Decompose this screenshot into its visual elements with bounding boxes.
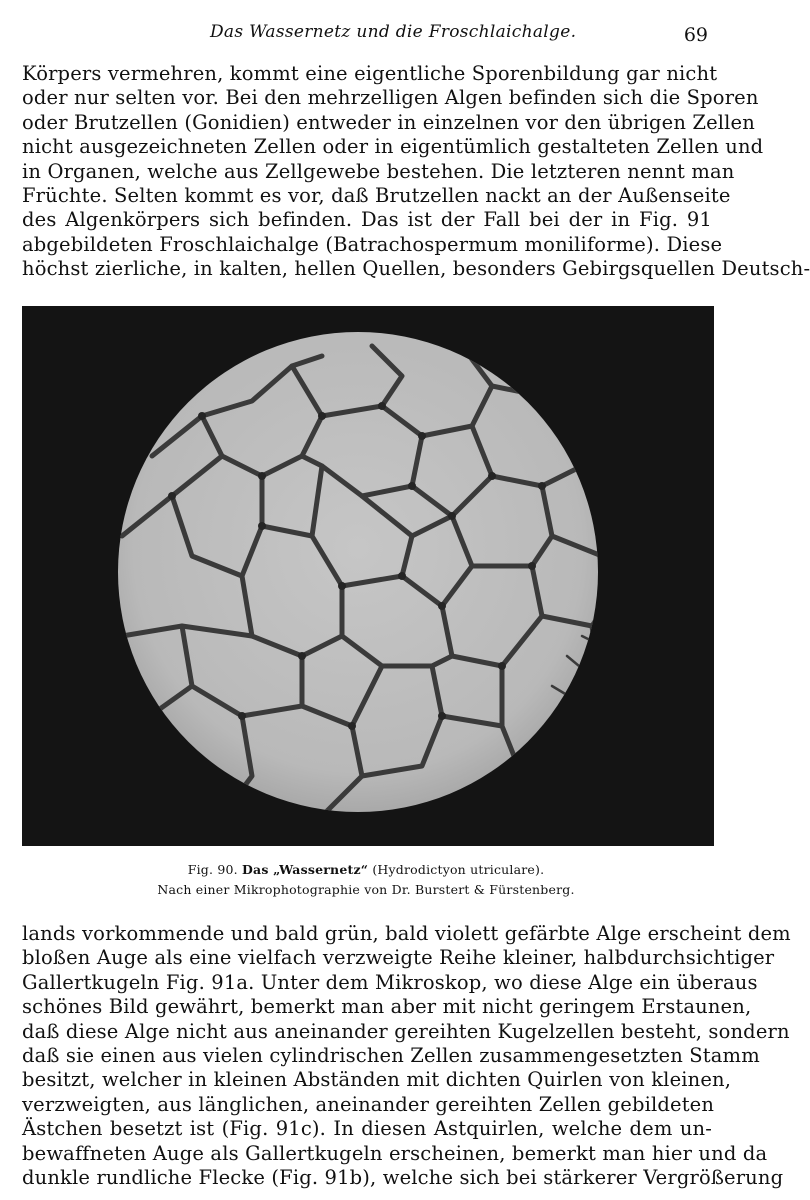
text-line: dunkle rundliche Flecke (Fig. 91b), welche sich bei stärkerer Vergrößerung	[22, 1166, 784, 1190]
running-title: Das Wassernetz und die Froschlaichalge.	[210, 22, 577, 42]
paragraph-top	[22, 62, 810, 282]
text-line: verzweigten, aus länglichen, aneinander gereihten Zellen gebildeten	[22, 1092, 715, 1116]
text-line: oder Brutzellen (Gonidien) entweder in einzelnen vor den übrigen Zellen	[22, 110, 755, 134]
text-line: oder nur selten vor. Bei den mehrzelligen Algen befinden sich die Sporen	[22, 86, 759, 110]
figure-micrograph	[22, 306, 714, 846]
figure-caption	[0, 862, 732, 877]
caption-species: (Hydrodictyon utriculare).	[372, 862, 545, 877]
figure-credit: Nach einer Mikrophotographie von Dr. Burstert & Fürstenberg.	[157, 882, 575, 897]
text-line: besitzt, welcher in kleinen Abständen mit dichten Quirlen von kleinen,	[22, 1068, 732, 1092]
text-line: Körpers vermehren, kommt eine eigentliche Sporenbildung gar nicht	[22, 62, 718, 85]
text-line: Ästchen besetzt ist (Fig. 91c). In diesen Astquirlen, welche dem un-	[22, 1117, 712, 1141]
caption-figure-number: Fig. 90.	[187, 862, 238, 877]
paragraph-bottom	[22, 922, 791, 1190]
text-line: abgebildeten Froschlaichalge (Batrachospermum moniliforme). Diese	[22, 232, 723, 256]
micrograph-image	[22, 306, 714, 846]
text-line: schönes Bild gewährt, bemerkt man aber mit nicht geringem Erstaunen,	[22, 995, 752, 1019]
text-line: höchst zierliche, in kalten, hellen Quellen, besonders Gebirgsquellen Deutsch-	[22, 257, 810, 281]
text-line: Gallertkugeln Fig. 91a. Unter dem Mikroskop, wo diese Alge ein überaus	[22, 970, 758, 994]
microscope-field	[118, 332, 598, 812]
text-line: daß sie einen aus vielen cylindrischen Zellen zusammengesetzten Stamm	[22, 1044, 760, 1068]
caption-figure-name: Das „Wassernetz“	[242, 862, 369, 877]
text-line: daß diese Alge nicht aus aneinander gereihten Kugelzellen besteht, sondern	[22, 1019, 790, 1043]
text-line: bewaffneten Auge als Gallertkugeln erscheinen, bemerkt man hier und da	[22, 1141, 768, 1165]
text-line: lands vorkommende und bald grün, bald violett gefärbte Alge erscheint dem	[22, 922, 791, 945]
text-line: bloßen Auge als eine vielfach verzweigte Reihe kleiner, halbdurchsichtiger	[22, 946, 775, 970]
text-line: in Organen, welche aus Zellgewebe bestehen. Die letzteren nennt man	[22, 159, 735, 183]
running-header	[0, 18, 732, 54]
text-line: Früchte. Selten kommt es vor, daß Brutzellen nackt an der Außenseite	[22, 184, 731, 208]
page-number: 69	[683, 24, 708, 46]
text-line: des Algenkörpers sich befinden. Das ist der Fall bei der in Fig. 91	[22, 208, 712, 232]
text-line: nicht ausgezeichneten Zellen oder in eigentümlich gestalteten Zellen und	[22, 135, 764, 159]
